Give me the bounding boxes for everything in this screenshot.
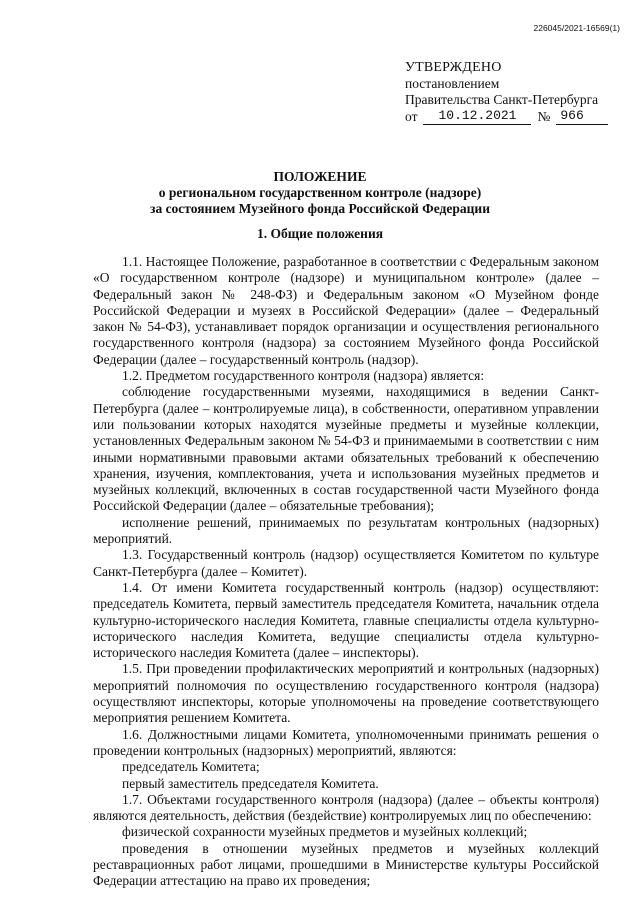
paragraph: 1.2. Предметом государственного контроля (надзора) является: xyxy=(122,368,485,384)
paragraph: 1.4. От имени Комитета государственный контроль (надзор) осуществляют: председатель Комитета, первый заместитель председателя Комитета, начальник отдела культурно-исторического наследия Комитета, главные специалисты отдела культурно-исторического наследия Комитета, ведущие специалисты отдела культурно-исторического наследия Комитета (далее – инспекторы). xyxy=(93,579,599,661)
title-line-3: за состоянием Музейного фонда Российской Федерации xyxy=(150,201,490,216)
paragraph: 1.6. Должностными лицами Комитета, уполномоченными принимать решения о проведении контрольных (надзорных) мероприятий, являются: xyxy=(93,726,599,758)
approval-from-label: от xyxy=(405,109,418,124)
paragraph: 1.1. Настоящее Положение, разработанное в соответствии с Федеральным законом «О государственном контроле (надзоре) и муниципальном контроле» (далее – Федеральный закон № 248-ФЗ) и Федеральным законом «О Музейном фонде Российской Федерации и музеях в Российской Федерации» (далее – Федеральный закон № 54-ФЗ), устанавливает порядок организации и осуществления регионального государственного контроля (надзора) за состоянием Музейного фонда Российской Федерации (далее – государственный контроль (надзор). xyxy=(93,254,599,367)
document-body xyxy=(93,254,599,890)
paragraph: 1.7. Объектами государственного контроля (надзора) (далее – объекты контроля) являются деятельность, действия (бездействие) контролируемых лиц по обеспечению: xyxy=(93,791,599,824)
paragraph: физической сохранности музейных предметов и музейных коллекций; xyxy=(122,824,528,840)
paragraph: исполнение решений, принимаемых по результатам контрольных (надзорных) мероприятий. xyxy=(93,514,599,547)
approval-line-3: Правительства Санкт-Петербурга xyxy=(405,92,599,107)
section-heading: 1. Общие положения xyxy=(256,226,384,241)
title-line-1: ПОЛОЖЕНИЕ xyxy=(273,169,367,184)
paragraph: проведения в отношении музейных предметов и музейных коллекций реставрационных работ лицами, прошедшими в Министерстве культуры Российской Федерации аттестацию на право их проведения; xyxy=(93,840,599,889)
paragraph: первый заместитель председателя Комитета. xyxy=(122,775,379,791)
document-id: 226045/2021-16569(1) xyxy=(533,23,620,33)
approval-number-label: № xyxy=(537,109,551,124)
approval-block xyxy=(405,60,608,125)
title-line-2: о региональном государственном контроле (надзоре) xyxy=(158,185,482,200)
approval-date-line xyxy=(405,108,608,125)
paragraph: 1.3. Государственный контроль (надзор) осуществляется Комитетом по культуре Санкт-Петербурга (далее – Комитет). xyxy=(93,547,599,579)
approval-line-2: постановлением xyxy=(405,76,500,91)
approval-number: 966 xyxy=(556,108,608,125)
approval-date: 10.12.2021 xyxy=(423,108,531,125)
paragraph: соблюдение государственными музеями, находящимися в ведении Санкт-Петербурга (далее – контролируемые лица), в собственности, оперативном управлении или пользовании которых находятся музейные предметы и музейные коллекции, установленных Федеральным законом № 54-ФЗ и принимаемыми в соответствии с ним иными нормативными правовыми актами обязательных требований к обеспечению хранения, изучения, комплектования, учета и использования музейных предметов и музейных коллекций, включенных в состав государственной части Музейного фонда Российской Федерации (далее – обязательные требования); xyxy=(93,384,599,514)
document-title xyxy=(0,169,640,217)
approval-heading: УТВЕРЖДЕНО xyxy=(405,60,502,75)
paragraph: 1.5. При проведении профилактических мероприятий и контрольных (надзорных) мероприятий полномочия по осуществлению государственного контроля (надзора) осуществляют инспекторы, которые уполномочены на проведение соответствующего мероприятия решением Комитета. xyxy=(93,661,599,726)
paragraph: председатель Комитета; xyxy=(122,759,260,775)
